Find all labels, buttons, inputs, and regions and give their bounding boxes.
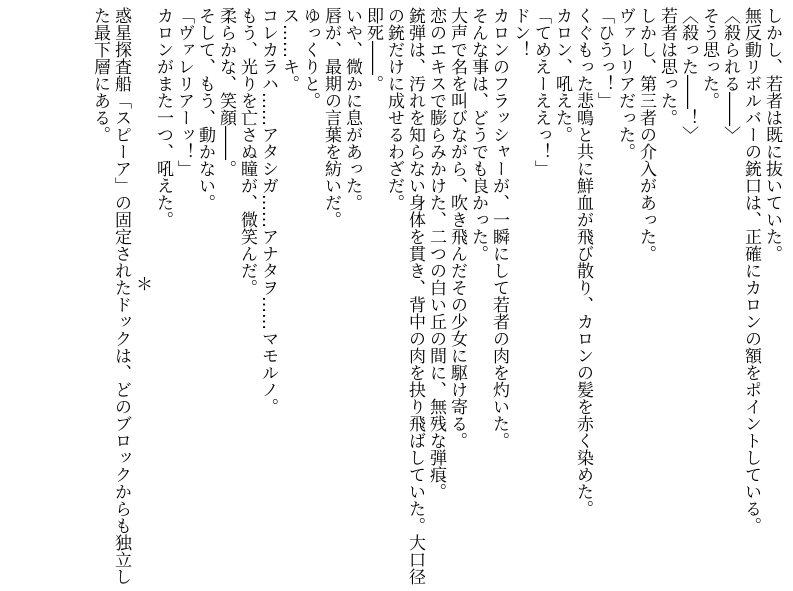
section-separator: ＊ <box>132 275 152 292</box>
vertical-text-body <box>89 7 782 587</box>
text-line: しかし、第三者の介入があった。 <box>636 7 656 262</box>
text-line: 無反動リボルバーの銃口は、正確にカロンの額をポイントしている。 <box>741 7 761 534</box>
text-line: ドン！ <box>510 7 530 58</box>
text-line: コレカラハ……アタシガ……アナタヲ……マモルノ。 <box>258 7 278 415</box>
text-line: そんな事は、どうでも良かった。 <box>468 7 488 262</box>
text-line: ス……キ。 <box>279 7 299 92</box>
text-line: もう、光りを亡さぬ瞳が、微笑んだ。 <box>237 7 257 296</box>
text-line: 〈殺られる――〉 <box>720 7 740 143</box>
text-line: 柔らかな、笑顔――。 <box>216 7 236 177</box>
text-line: いや、微かに息があった。 <box>342 7 362 211</box>
text-line: 恋のエキスで膨らみかけた、二つの白い丘の間に、無残な弾痕。 <box>426 7 446 500</box>
text-line: しかし、若者は既に抜いていた。 <box>762 7 782 262</box>
text-line: 即死――。 <box>363 7 383 92</box>
text-line: カロンのフラッシャーが、一瞬にして若者の肉を灼いた。 <box>489 7 509 449</box>
text-line: 〈殺った――！〉 <box>678 7 698 143</box>
text-line: 「ヴァレリアーッ！」 <box>174 7 194 177</box>
text-line: 惑星探査船「スピーア」の固定されたドックは、どのブロックからも独立した最下層にある。 <box>90 7 131 585</box>
text-line: 「てめえーええっ！」 <box>531 7 551 177</box>
text-line: ゆっくりと。 <box>300 7 320 109</box>
text-line: くぐもった悲鳴と共に鮮血が飛び散り、カロンの髪を赤く染めた。 <box>573 7 593 517</box>
text-line: カロンがまた一つ、吼えた。 <box>153 7 173 228</box>
text-line: カロン、吼えた。 <box>552 7 572 143</box>
text-line: 大声で名を叫びながら、吹き飛んだその少女に駆け寄る。 <box>447 7 467 449</box>
text-line: そう思った。 <box>699 7 719 109</box>
text-line: 唇が、最期の言葉を紡いだ。 <box>321 7 341 228</box>
text-line: 若者は思った。 <box>657 7 677 126</box>
text-line: ヴァレリアだった。 <box>615 7 635 160</box>
text-line: 「ひうっ！」 <box>594 7 614 109</box>
text-line: そして、もう、動かない。 <box>195 7 215 211</box>
text-line: 銃弾は、汚れを知らない身体を貫き、背中の肉を抉り飛ばしていた。大口径の銃だけに成せるわざだ。 <box>384 7 425 585</box>
